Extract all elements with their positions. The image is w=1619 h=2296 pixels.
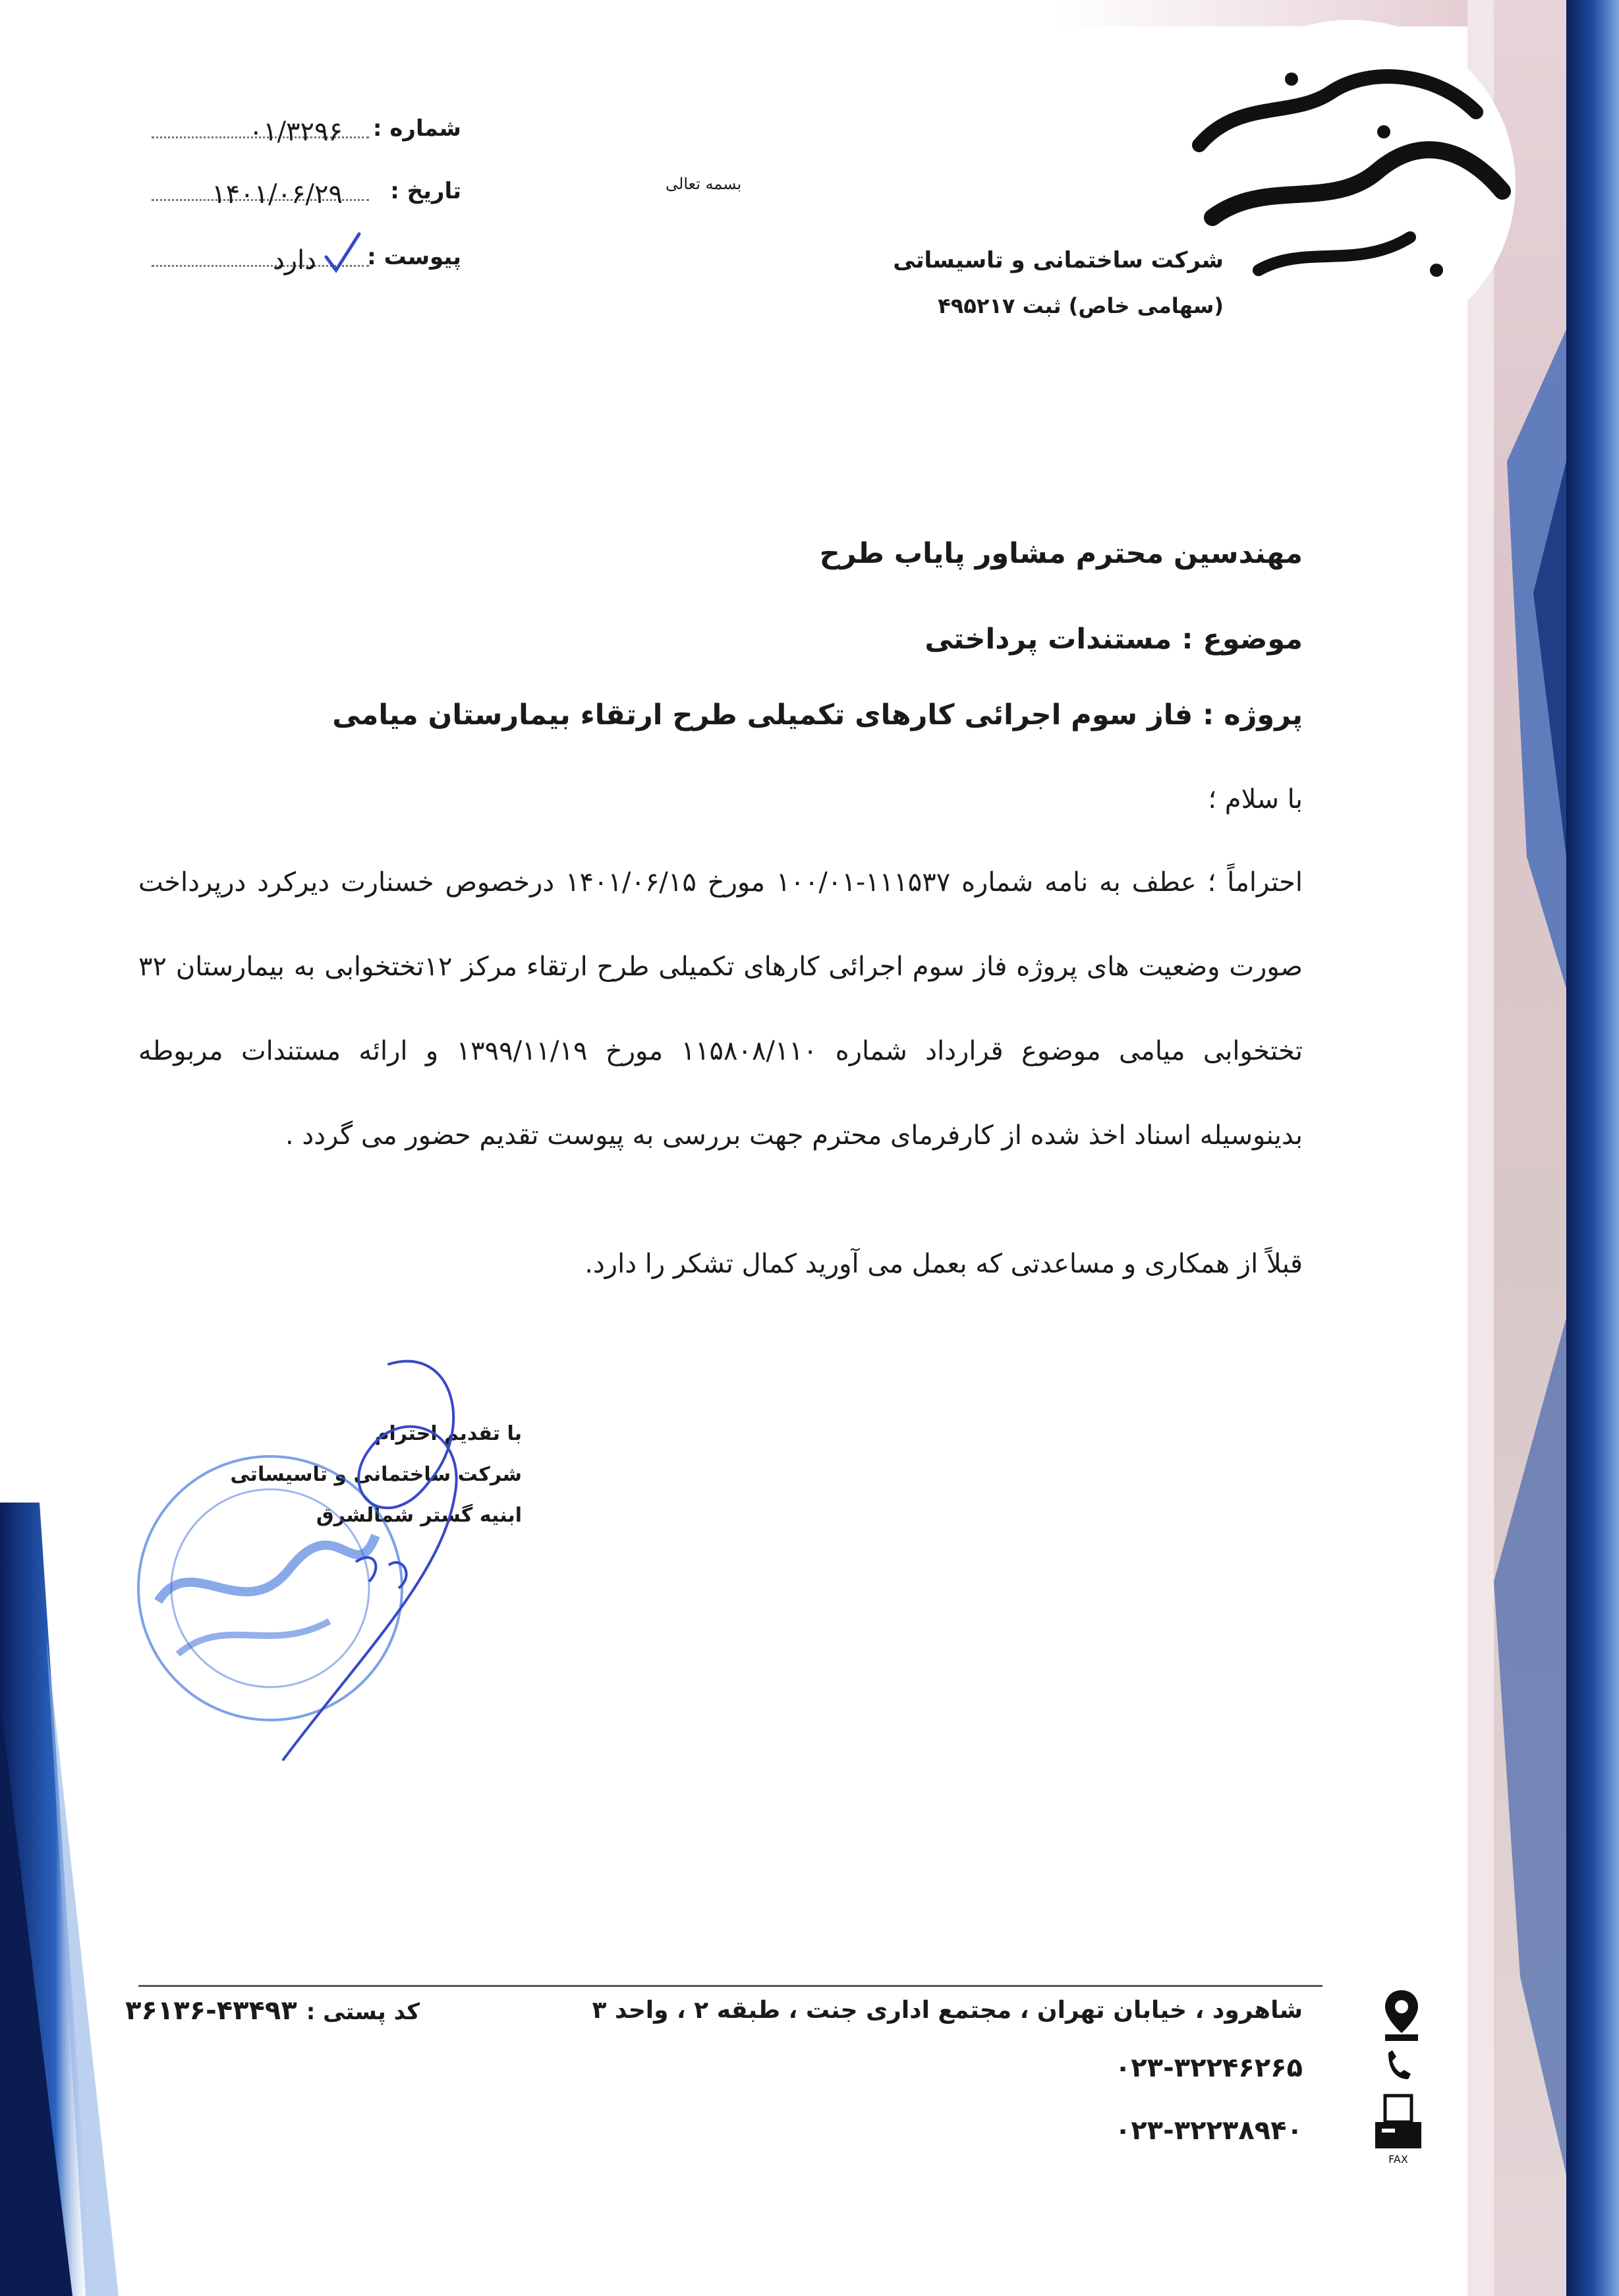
footer-fax: ۰۲۳-۳۲۲۳۸۹۴۰ (1114, 2115, 1303, 2146)
letter-number-label: شماره : (372, 115, 461, 142)
postal-label: کد پستی : (306, 1999, 420, 2025)
signature-line-3: ابنیه گستر شمالشرق (316, 1504, 522, 1527)
fax-icon-label: FAX (1388, 2153, 1408, 2166)
location-pin-icon (1382, 1987, 1421, 2046)
postal-block (125, 1995, 420, 2026)
letter-number-value: ۰۱/۳۲۹۶ (248, 117, 343, 147)
bismillah: بسمه تعالی (666, 175, 742, 193)
fax-icon (1372, 2089, 1425, 2168)
company-name: شرکت ساختمانی و تاسیساتی (893, 247, 1224, 273)
checkmark-icon (323, 231, 362, 277)
footer-divider (138, 1985, 1322, 1987)
handwritten-signature (257, 1338, 521, 1786)
closing-line: قبلاً از همکاری و مساعدتی که بعمل می آورید کمال تشکر را دارد. (584, 1249, 1303, 1279)
letter-date-label: تاریخ : (390, 178, 461, 204)
postal-code: ۳۶۱۳۶-۴۳۴۹۳ (125, 1995, 297, 2026)
footer-phone: ۰۲۳-۳۲۲۴۶۲۶۵ (1114, 2053, 1303, 2083)
letter-date-value: ۱۴۰۱/۰۶/۲۹ (212, 179, 343, 210)
recipient: مهندسین محترم مشاور پایاب طرح (819, 537, 1303, 570)
signature-line-2: شرکت ساختمانی و تاسیساتی (230, 1463, 522, 1486)
letter-number-row (132, 115, 461, 155)
footer-address: شاهرود ، خیابان تهران ، مجتمع اداری جنت ، طبقه ۲ ، واحد ۳ (592, 1997, 1303, 2024)
letter-date-row (132, 178, 461, 217)
subject: موضوع : مستندات پرداختی (924, 623, 1303, 656)
phone-icon (1382, 2046, 1415, 2086)
project: پروژه : فاز سوم اجرائی کارهای تکمیلی طرح ارتقاء بیمارستان میامی (332, 699, 1303, 732)
greeting: با سلام ؛ (1208, 784, 1303, 815)
signature-line-1: با تقدیم احترام (374, 1422, 522, 1445)
attachment-label: پیوست : (367, 244, 461, 270)
attachment-value: دارد (272, 245, 316, 275)
letter-body: احتراماً ؛ عطف به نامه شماره ۱۱۱۵۳۷-۱۰۰/۰۱ مورخ ۱۴۰۱/۰۶/۱۵ درخصوص خسنارت دیرکرد درپرداخت صورت وضعیت های پروژه فاز سوم اجرائی کارهای تکمیلی طرح ارتقاء مرکز ۱۲تختخوابی به بیمارستان ۳۲ تختخوابی میامی موضوع قرارداد شماره ۱۱۵۸۰۸/۱۱۰ مورخ ۱۳۹۹/۱۱/۱۹ و ارائه مستندات مربوطه بدینوسیله اسناد اخذ شده از کارفرمای محترم جهت بررسی به پیوست تقدیم حضور می گردد . (138, 867, 1303, 1151)
company-registration: (سهامی خاص) ثبت ۴۹۵۲۱۷ (938, 293, 1224, 318)
attachment-row (132, 244, 461, 283)
